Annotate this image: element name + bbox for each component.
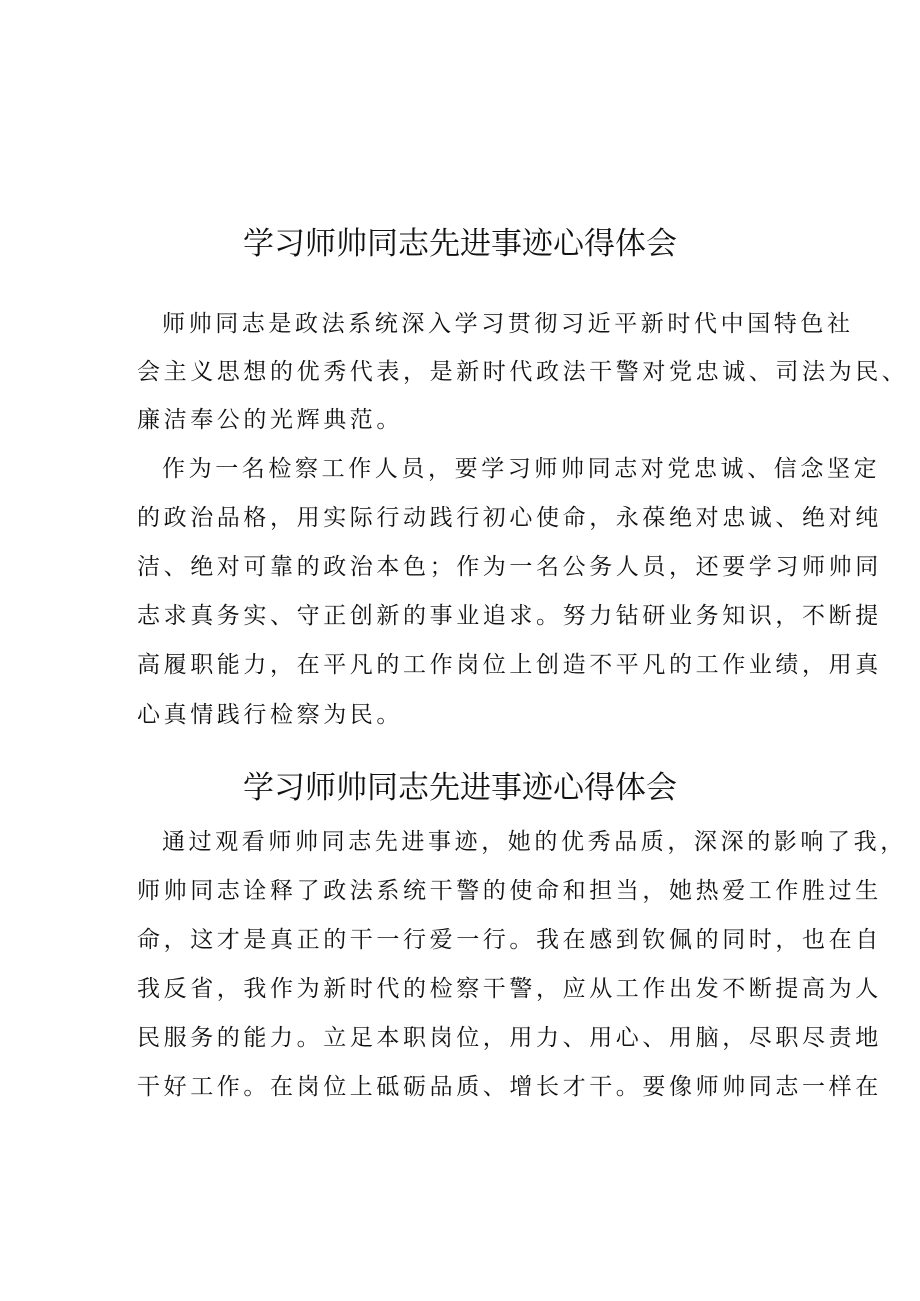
paragraph-line: 的政治品格，用实际行动践行初心使命，永葆绝对忠诚、绝对纯	[137, 505, 882, 531]
paragraph-line: 廉洁奉公的光辉典范。	[137, 407, 403, 433]
paragraph-line: 民服务的能力。立足本职岗位，用力、用心、用脑，尽职尽责地	[137, 1025, 882, 1051]
paragraph-line: 师帅同志诠释了政法系统干警的使命和担当，她热爱工作胜过生	[137, 878, 882, 904]
paragraph-line: 心真情践行检察为民。	[137, 702, 403, 728]
document-title: 学习师帅同志先进事迹心得体会	[243, 226, 677, 262]
paragraph-line: 我反省，我作为新时代的检察干警，应从工作出发不断提高为人	[137, 976, 882, 1002]
paragraph-line: 干好工作。在岗位上砥砺品质、增长才干。要像师帅同志一样在	[137, 1074, 882, 1100]
paragraph-line: 洁、绝对可靠的政治本色；作为一名公务人员，还要学习师帅同	[137, 554, 882, 580]
paragraph-line: 师帅同志是政法系统深入学习贯彻习近平新时代中国特色社	[162, 311, 854, 337]
paragraph-line: 通过观看师帅同志先进事迹，她的优秀品质，深深的影响了我，	[162, 829, 907, 855]
document-title: 学习师帅同志先进事迹心得体会	[243, 770, 677, 806]
paragraph-line: 志求真务实、守正创新的事业追求。努力钻研业务知识，不断提	[137, 603, 882, 629]
paragraph-line: 会主义思想的优秀代表，是新时代政法干警对党忠诚、司法为民、	[137, 359, 909, 385]
paragraph-line: 高履职能力，在平凡的工作岗位上创造不平凡的工作业绩，用真	[137, 652, 882, 678]
paragraph-line: 命，这才是真正的干一行爱一行。我在感到钦佩的同时，也在自	[137, 927, 882, 953]
paragraph-line: 作为一名检察工作人员，要学习师帅同志对党忠诚、信念坚定	[162, 456, 881, 482]
